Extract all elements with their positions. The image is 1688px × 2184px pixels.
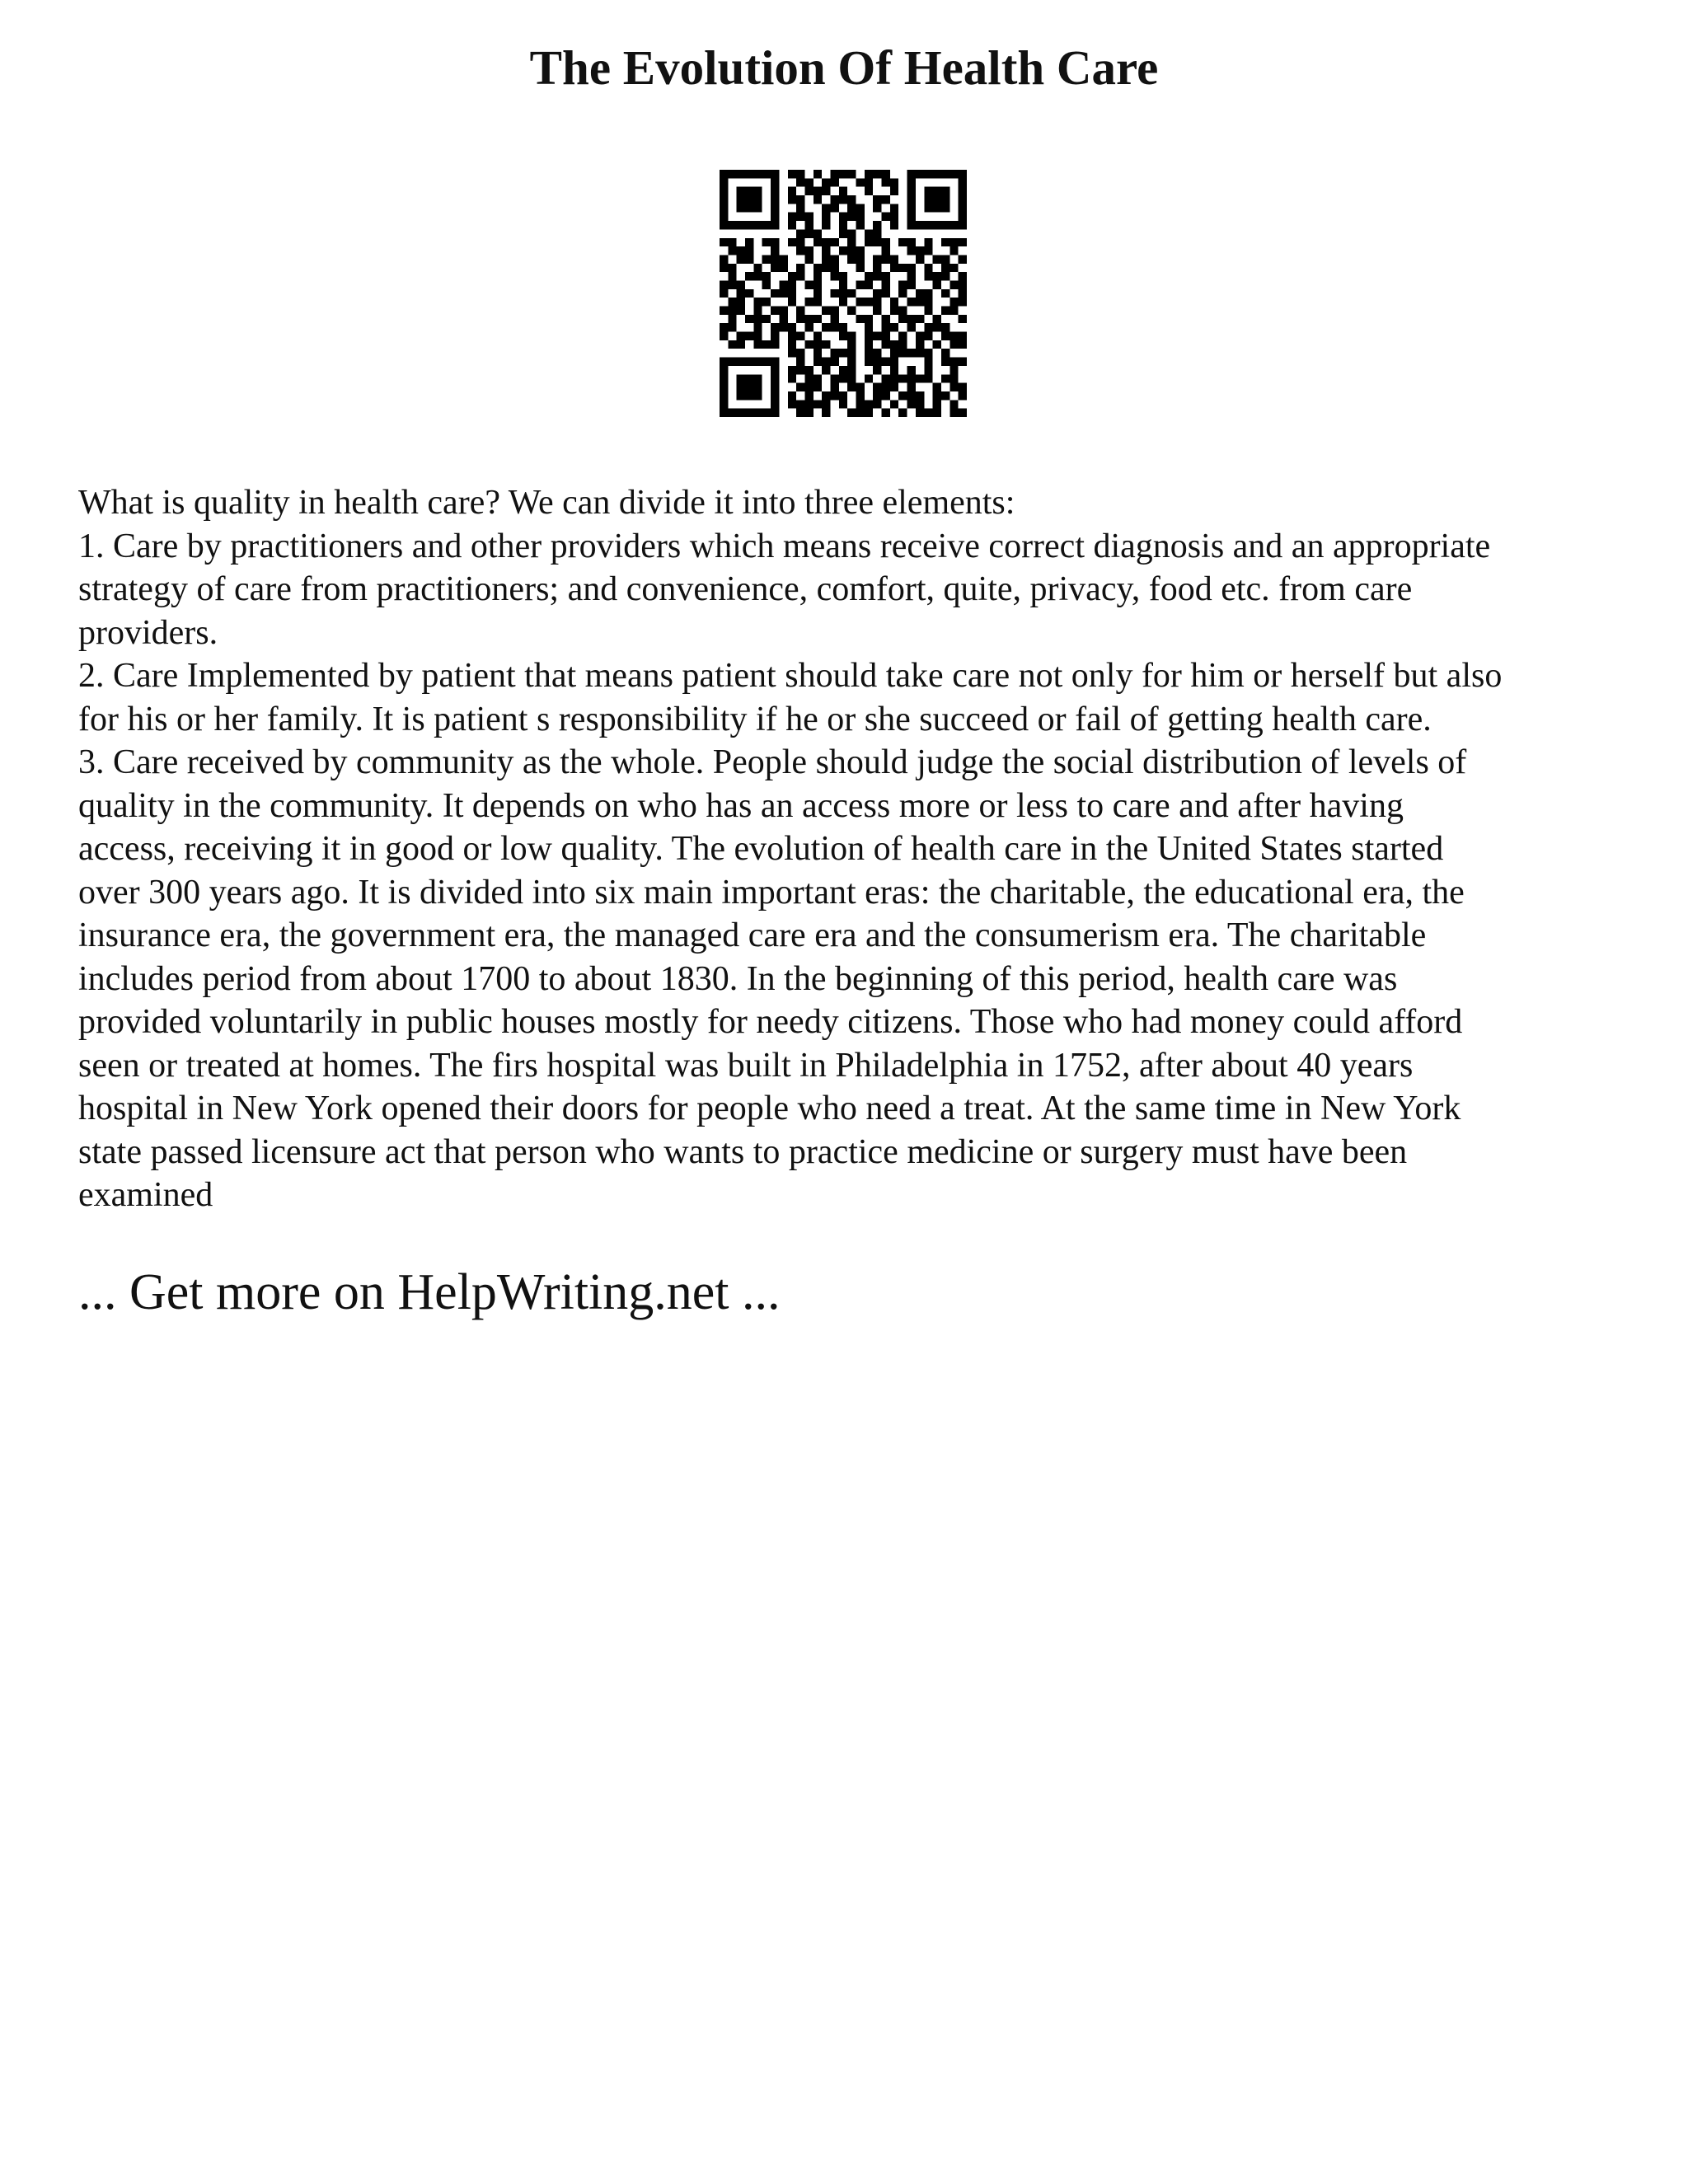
body-line: access, receiving it in good or low quality. The evolution of health care in the United States started	[78, 830, 1444, 868]
page-title: The Evolution Of Health Care	[529, 40, 1159, 95]
body-line: quality in the community. It depends on who has an access more or less to care and after having	[78, 786, 1404, 825]
body-line: What is quality in health care? We can divide it into three elements:	[78, 484, 1015, 522]
body-line: state passed licensure act that person who wants to practice medicine or surgery must have been	[78, 1132, 1408, 1171]
body-line: providers.	[78, 613, 218, 652]
body-line: provided voluntarily in public houses mostly for needy citizens. Those who had money could afford	[78, 1003, 1463, 1041]
body-line: 3. Care received by community as the whole. People should judge the social distribution of levels of	[78, 743, 1467, 781]
body-line: over 300 years ago. It is divided into six main important eras: the charitable, the educational era, the	[78, 873, 1465, 912]
body-line: strategy of care from practitioners; and convenience, comfort, quite, privacy, food etc. from care	[78, 570, 1413, 608]
body-line: 1. Care by practitioners and other providers which means receive correct diagnosis and an appropriate	[78, 527, 1491, 565]
body-line: hospital in New York opened their doors for people who need a treat. At the same time in New York	[78, 1090, 1461, 1127]
get-more-link[interactable]: ... Get more on HelpWriting.net ...	[78, 1264, 781, 1320]
body-line: for his or her family. It is patient s responsibility if he or she succeed or fail of getting health care.	[78, 700, 1432, 738]
body-line: examined	[78, 1176, 213, 1214]
body-line: insurance era, the government era, the managed care era and the consumerism era. The charitable	[78, 916, 1427, 954]
body-line: includes period from about 1700 to about 1830. In the beginning of this period, health care was	[78, 959, 1398, 998]
article-body	[78, 481, 1628, 1217]
body-line: seen or treated at homes. The firs hospital was built in Philadelphia in 1752, after about 40 years	[78, 1046, 1414, 1085]
body-line: 2. Care Implemented by patient that means patient should take care not only for him or herself but also	[78, 657, 1503, 695]
qr-code-icon	[720, 170, 967, 417]
